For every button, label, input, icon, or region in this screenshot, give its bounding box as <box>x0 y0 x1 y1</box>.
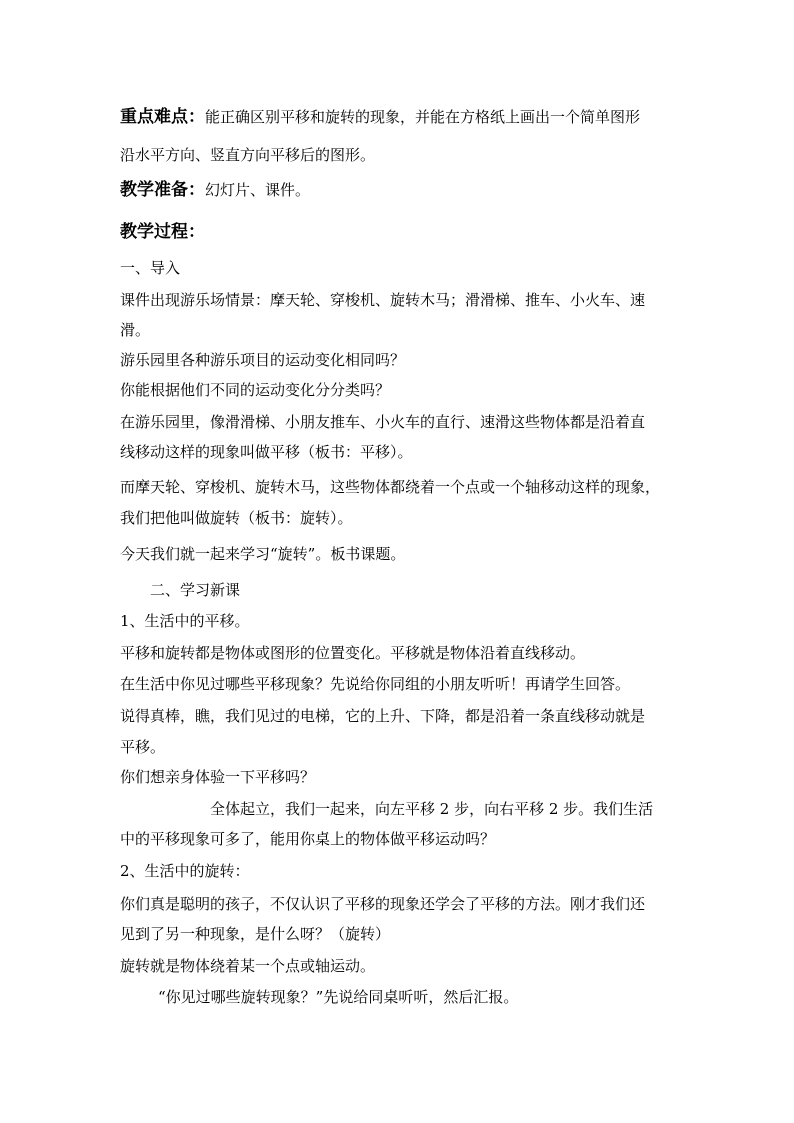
section-1-paragraph-5-line-1: 全体起立，我们一起来，向左平移 2 步，向右平移 2 步。我们生活 <box>210 800 654 818</box>
section-1-heading: 1、生活中的平移。 <box>120 612 250 630</box>
prep-line <box>120 180 310 200</box>
focus-line-1 <box>120 107 640 127</box>
intro-paragraph-4: 今天我们就一起来学习“旋转”。板书课题。 <box>120 545 406 563</box>
section-1-paragraph-4: 你们想亲身体验一下平移吗？ <box>120 768 316 786</box>
intro-paragraph-1-line-2: 滑。 <box>120 321 151 339</box>
section-1-paragraph-2: 在生活中你见过哪些平移现象？先说给你同组的小朋友听听！再请学生回答。 <box>120 675 631 693</box>
section-1-paragraph-3-line-1: 说得真棒，瞧，我们见过的电梯，它的上升、下降，都是沿着一条直线移动就是 <box>120 707 646 725</box>
focus-label: 重点难点： <box>120 107 205 127</box>
focus-line-2: 沿水平方向、竖直方向平移后的图形。 <box>120 146 376 164</box>
section-1-paragraph-1: 平移和旋转都是物体或图形的位置变化。平移就是物体沿着直线移动。 <box>120 644 586 662</box>
section-2-paragraph-1-line-2: 见到了另一种现象，是什么呀？（旋转） <box>120 925 391 943</box>
section-2-paragraph-2: 旋转就是物体绕着某一个点或轴运动。 <box>120 957 376 975</box>
process-heading: 教学过程： <box>120 222 205 242</box>
intro-question-1: 游乐园里各种游乐项目的运动变化相同吗？ <box>120 351 406 369</box>
section-1-paragraph-5-line-2: 中的平移现象可多了，能用你桌上的物体做平移运动吗？ <box>120 830 496 848</box>
prep-text: 幻灯片、课件。 <box>205 181 311 199</box>
prep-label: 教学准备： <box>120 180 205 200</box>
intro-question-2: 你能根据他们不同的运动变化分分类吗？ <box>120 381 391 399</box>
intro-paragraph-3-line-1: 而摩天轮、穿梭机、旋转木马，这些物体都绕着一个点或一个轴移动这样的现象， <box>120 478 661 496</box>
newlesson-heading: 二、学习新课 <box>150 581 241 599</box>
intro-paragraph-2-line-1: 在游乐园里，像滑滑梯、小朋友推车、小火车的直行、速滑这些物体都是沿着直 <box>120 413 646 431</box>
section-2-heading: 2、生活中的旋转： <box>120 862 250 880</box>
focus-text: 能正确区别平移和旋转的现象，并能在方格纸上画出一个简单图形 <box>205 108 641 126</box>
intro-paragraph-1-line-1: 课件出现游乐场情景：摩天轮、穿梭机、旋转木马；滑滑梯、推车、小火车、速 <box>120 291 646 309</box>
intro-paragraph-3-line-2: 我们把他叫做旋转（板书：旋转）。 <box>120 509 353 527</box>
intro-paragraph-2-line-2: 线移动这样的现象叫做平移（板书：平移）。 <box>120 443 413 461</box>
intro-heading: 一、导入 <box>120 259 181 277</box>
section-2-paragraph-3: “你见过哪些旋转现象？”先说给同桌听听，然后汇报。 <box>158 988 519 1006</box>
section-2-paragraph-1-line-1: 你们真是聪明的孩子，不仅认识了平移的现象还学会了平移的方法。刚才我们还 <box>120 895 646 913</box>
section-1-paragraph-3-line-2: 平移。 <box>120 738 166 756</box>
